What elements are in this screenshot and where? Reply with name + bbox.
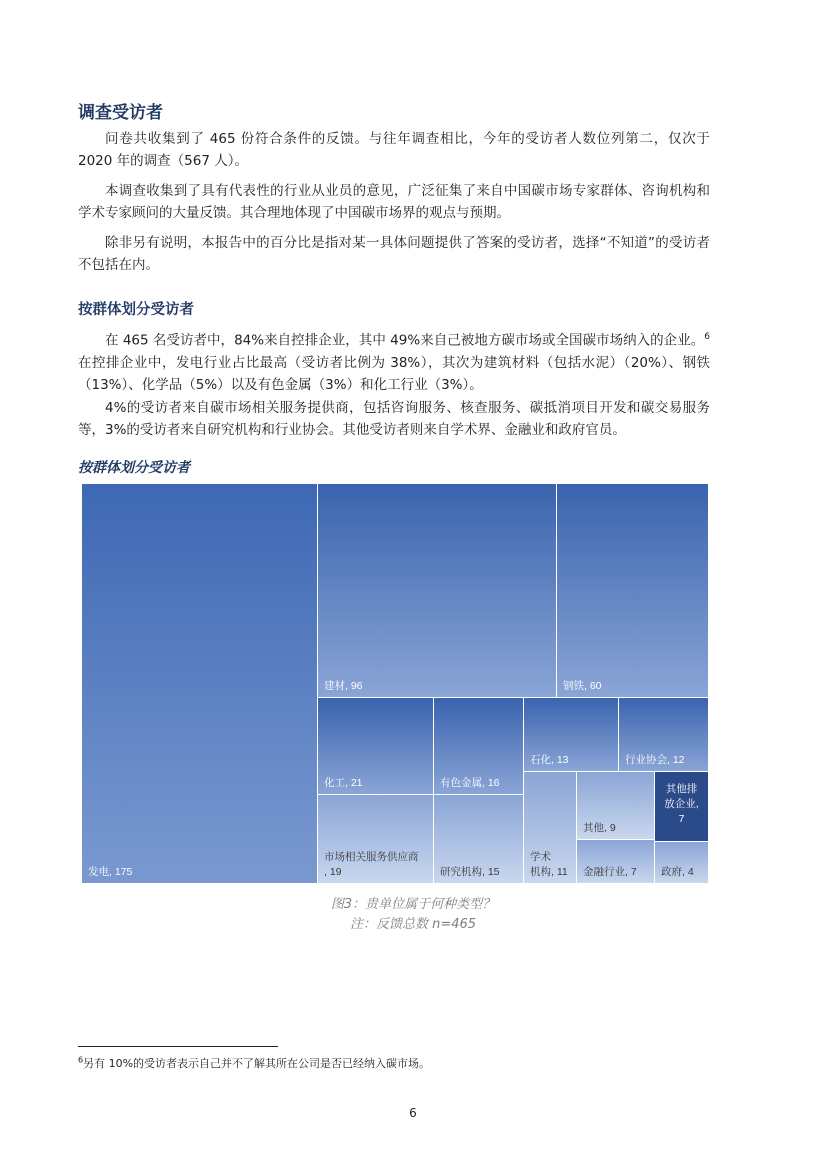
treemap-label-14: 政府, 4 xyxy=(661,866,694,878)
treemap-label-8: 石化, 13 xyxy=(530,754,569,766)
chart-title: 按群体划分受访者 xyxy=(78,460,190,476)
figure-note: 注：反馈总数 n=465 xyxy=(349,917,477,932)
treemap-label-11: 其他, 9 xyxy=(583,822,616,834)
paragraph-4 xyxy=(78,326,710,396)
treemap-label-5: 市场相关服务供应商, 19 xyxy=(324,851,419,878)
subsection-heading: 按群体划分受访者 xyxy=(78,302,194,318)
paragraph-5: 4%的受访者来自碳市场相关服务提供商，包括咨询服务、核查服务、碳抵消项目开发和碳交易服务等，3%的受访者来自研究机构和行业协会。其他受访者则来自学术界、金融业和政府官员。 xyxy=(78,400,710,438)
treemap-cell-1 xyxy=(82,484,317,883)
treemap-label-7: 研究机构, 15 xyxy=(440,866,500,878)
treemap-label-1: 发电, 175 xyxy=(88,866,133,878)
page-number: 6 xyxy=(409,1106,417,1120)
paragraph-3: 除非另有说明，本报告中的百分比是指对某一具体问题提供了答案的受访者，选择“不知道”的受访者不包括在内。 xyxy=(78,235,710,273)
footnote-ref[interactable]: 6 xyxy=(704,332,710,342)
treemap-label-6: 有色金属, 16 xyxy=(440,777,500,789)
treemap-label-12: 其他排放企业, 7 xyxy=(664,783,699,825)
figure-caption: 图3：贵单位属于何种类型？ xyxy=(330,897,496,912)
treemap-label-2: 建材, 96 xyxy=(324,680,363,692)
treemap-label-4: 化工, 21 xyxy=(324,777,363,789)
footnote xyxy=(78,1055,430,1071)
footnote-divider xyxy=(78,1046,278,1047)
treemap-label-13: 金融行业, 7 xyxy=(583,866,637,878)
treemap-label-10: 学术机构, 11 xyxy=(530,851,568,878)
paragraph-2: 本调查收集到了具有代表性的行业从业员的意见，广泛征集了来自中国碳市场专家群体、咨询机构和学术专家顾问的大量反馈。其合理地体现了中国碳市场界的观点与预期。 xyxy=(78,183,710,221)
paragraph-1: 问卷共收集到了 465 份符合条件的反馈。与往年调查相比，今年的受访者人数位列第二，仅次于 2020 年的调查（567 人）。 xyxy=(78,131,710,169)
treemap-chart xyxy=(82,484,708,884)
treemap-cell-2 xyxy=(318,484,556,697)
treemap-label-9: 行业协会, 12 xyxy=(625,754,685,766)
footnote-number: 6 xyxy=(78,1055,84,1065)
treemap-label-3: 钢铁, 60 xyxy=(563,680,602,692)
section-heading: 调查受访者 xyxy=(78,103,163,123)
footnote-text: 另有 10%的受访者表示自己并不了解其所在公司是否已经纳入碳市场。 xyxy=(83,1057,431,1070)
paragraph-4-part-b: 在控排企业中，发电行业占比最高（受访者比例为 38%），其次为建筑材料（包括水泥）（20%）、钢铁（13%）、化学品（5%）以及有色金属（3%）和化工行业（3%）。 xyxy=(78,354,710,393)
paragraph-4-part-a: 在 465 名受访者中，84%来自控排企业，其中 49%来自己被地方碳市场或全国碳市场纳入的企业。 xyxy=(105,332,705,349)
treemap-cell-3 xyxy=(557,484,708,697)
